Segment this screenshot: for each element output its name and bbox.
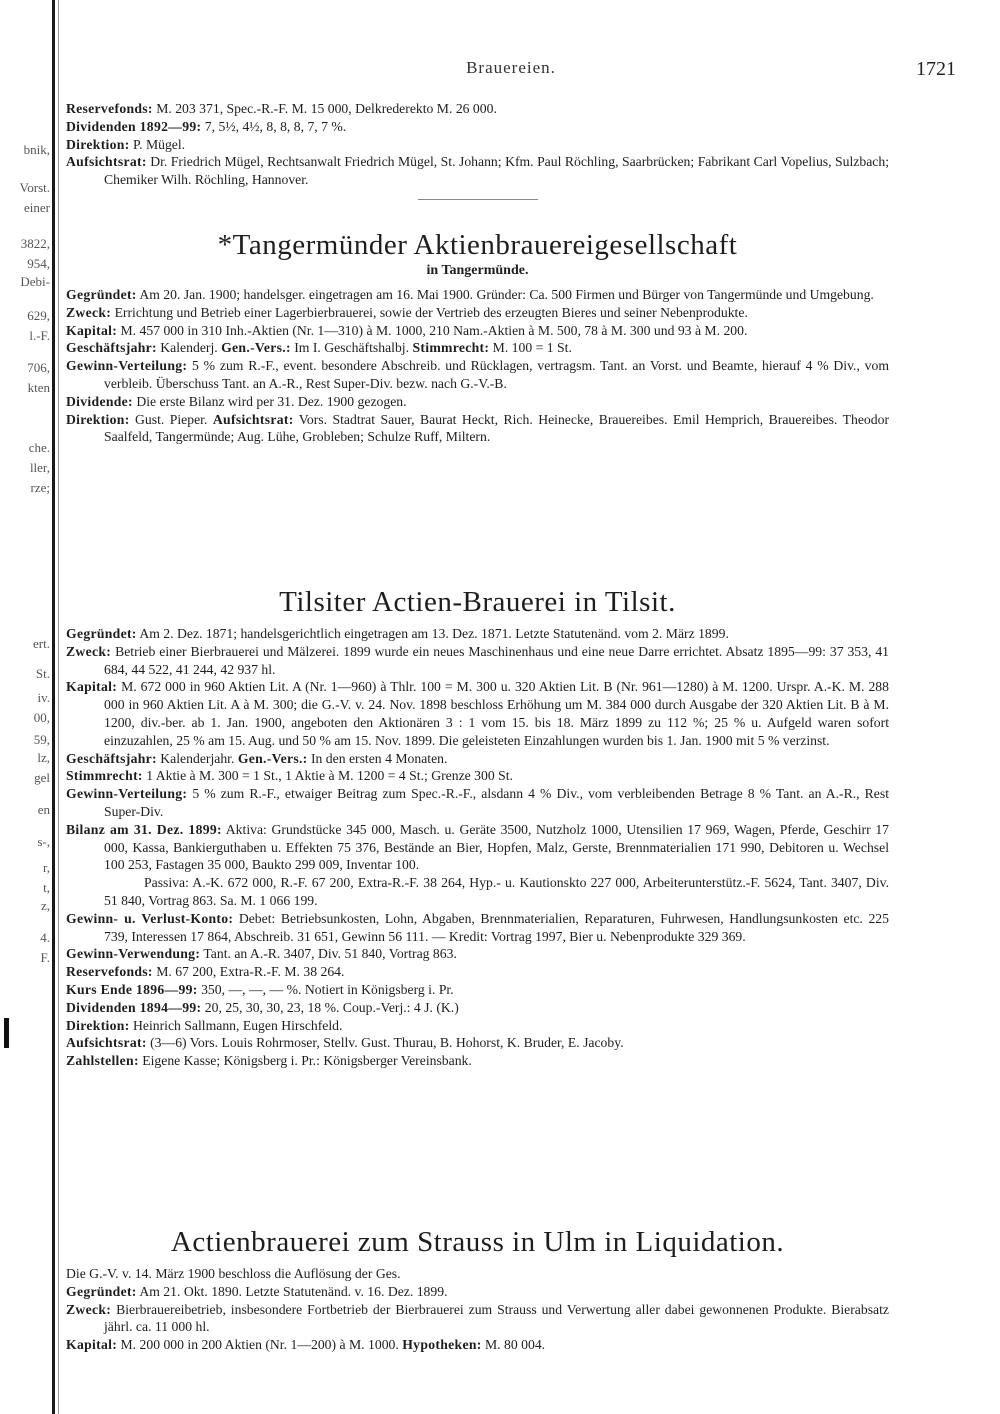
margin-fragment: lz, [37, 750, 50, 765]
entry-key: Direktion: [66, 1017, 130, 1033]
entry-text: Dr. Friedrich Mügel, Rechtsanwalt Friedrich Mügel, St. Johann; Kfm. Paul Röchling, Saarbrücken; Fabrikant Carl Vopelius, Sulzbach; Chemiker Wilh. Röchling, Hannover. [104, 154, 889, 188]
entry-text: M. 200 000 in 200 Aktien (Nr. 1—200) à M. 1000. [120, 1337, 399, 1353]
entry-text: P. Mügel. [133, 136, 186, 152]
entry-key: Kapital: [66, 322, 118, 338]
entry [66, 118, 889, 136]
section-entries [66, 1265, 889, 1354]
entry [66, 1265, 889, 1283]
margin-mark [4, 1018, 9, 1048]
entry-key: Gegründet: [66, 287, 137, 302]
entry-text: 350, —, —, — %. Notiert in Königsberg i. Pr. [201, 981, 454, 997]
entry-key: Hypotheken: [402, 1337, 482, 1353]
entry [66, 945, 889, 963]
entry-key: Zahlstellen: [66, 1053, 139, 1069]
entry-key: Reservefonds: [66, 101, 153, 116]
entry [66, 304, 889, 322]
margin-fragment: einer [24, 200, 50, 215]
entry [66, 821, 889, 874]
margin-fragment: kten [27, 380, 50, 395]
entry [66, 750, 889, 768]
entry-key: Dividende: [66, 393, 133, 409]
entry-key: Geschäftsjahr: [66, 340, 157, 356]
entry [66, 963, 889, 981]
entry [66, 1034, 889, 1052]
entry [66, 136, 889, 154]
margin-fragment: bnik, [23, 142, 50, 157]
margin-fragment: 629, [27, 308, 50, 323]
margin-fragment: iv. [37, 690, 50, 705]
entry-key: Direktion: [66, 136, 130, 152]
margin-fragment: F. [40, 950, 50, 965]
entry [66, 643, 889, 679]
margin-fragment: che. [28, 440, 50, 455]
spine-fold-line [52, 0, 55, 1414]
section-entries [66, 286, 889, 446]
entry [66, 981, 889, 999]
entry-text: Bierbrauereibetrieb, insbesondere Fortbetrieb der Bierbrauerei zum Strauss und Verwertung aller dabei gewonnenen Produkte. Bierabsatz jährl. ca. 11 000 hl. [104, 1301, 889, 1335]
margin-fragment: l.-F. [29, 328, 50, 343]
entry-text: 20, 25, 30, 30, 23, 18 %. Coup.-Verj.: 4 J. (K.) [204, 999, 459, 1015]
margin-fragment: ller, [29, 460, 50, 475]
entry-key: Zweck: [66, 304, 112, 320]
margin-fragment: t, [43, 880, 50, 895]
margin-fragment: St. [35, 666, 50, 681]
entry [66, 1017, 889, 1035]
entry [66, 874, 889, 910]
entry-text: Am 20. Jan. 1900; handelsger. eingetragen am 16. Mai 1900. Gründer: Ca. 500 Firmen und Bürger von Tangermünde und Umgebung. [139, 287, 874, 302]
entry [66, 625, 889, 643]
entry-text: 7, 5½, 4½, 8, 8, 8, 7, 7 %. [204, 118, 347, 134]
entry [66, 100, 889, 118]
entry [66, 1052, 889, 1070]
margin-fragment: 706, [27, 360, 50, 375]
margin-fragment: 4. [40, 930, 50, 945]
entry [66, 678, 889, 749]
margin-fragment: Vorst. [19, 180, 50, 195]
entry-key: Direktion: [66, 411, 130, 427]
entry-key: Gen.-Vers.: [237, 750, 308, 766]
running-title: Brauereien. [466, 58, 556, 77]
entry [66, 767, 889, 785]
entry-key: Gewinn-Verwendung: [66, 946, 201, 962]
entry [66, 339, 889, 357]
entry-key: Dividenden 1894—99: [66, 999, 202, 1015]
entry-key: Aufsichtsrat: [66, 1035, 147, 1051]
section-ulm [66, 1225, 889, 1354]
margin-fragment: 3822, [20, 236, 50, 251]
entry [66, 322, 889, 340]
running-header [66, 58, 956, 84]
entry-text: Im I. Geschäftshalbj. [294, 340, 410, 356]
entry-key: Bilanz am 31. Dez. 1899: [66, 821, 222, 837]
section-tilsit [66, 585, 889, 1070]
entry-key: Stimmrecht: [412, 340, 490, 356]
entry [66, 286, 889, 304]
margin-fragment: 00, [33, 710, 50, 725]
entry-key: Geschäftsjahr: [66, 750, 157, 766]
entry [66, 1283, 889, 1301]
entry [66, 999, 889, 1017]
entry-text: M. 672 000 in 960 Aktien Lit. A (Nr. 1—960) à Thlr. 100 = M. 300 u. 320 Aktien Lit. B (Nr. 961—1280) à M. 1200. Urspr. A.-K. M. 288 000 in 960 Aktien Lit. A à M. 300; die G.-V. v. 24. Nov. 1898 beschloss Erhöhung um M. 384 000 durch Ausgabe der 320 Aktien Lit. B à M. 1200, div.-ber. ab 1. Jan. 1900, angeboten den Aktionären 3 : 1 vom 15. bis 18. März 1899 zu 112 %; 25 % u. Aufgeld waren sofort einzuzahlen, 25 % am 15. Aug. und 50 % am 15. Nov. 1899. Die geleisteten Einzahlungen wurden bis 1. Jan. 1900 mit 5 % verzinst. [104, 679, 889, 748]
entry-text: Aktiva: Grundstücke 345 000, Masch. u. Geräte 3500, Nutzholz 1000, Utensilien 17 969, Wagen, Pferde, Geschirr 17 000, Kassa, Bankierguthaben u. Effekten 75 376, Bestände an Bier, Hopfen, Malz, Gerste, Brennmaterialien 171 990, Debitoren u. Wechsel 100 253, Fastagen 35 000, Baukto 299 009, Inventar 100. [104, 821, 890, 873]
entry-text: Vors. Stadtrat Sauer, Baurat Heckt, Rich. Heinecke, Brauereibes. Emil Hemprich, Brauereibes. Theodor Saalfeld, Tangermünde; Aug. Lühe, Grobleben; Schulze Ruff, Miltern. [104, 411, 889, 445]
page-number: 1721 [916, 58, 956, 80]
margin-fragment: r, [42, 860, 50, 875]
entry-text: M. 100 = 1 St. [492, 340, 572, 356]
margin-fragment: rze; [30, 480, 50, 495]
entry [66, 357, 889, 393]
entry-key: Stimmrecht: [66, 768, 143, 784]
entry-key: Dividenden 1892—99: [66, 118, 202, 134]
entry-key: Kapital: [66, 1337, 118, 1353]
margin-fragment: Debi- [20, 274, 50, 289]
entry [66, 910, 889, 946]
margin-fragment: ert. [33, 636, 50, 651]
margin-fragment: en [37, 802, 50, 817]
entry-text: M. 457 000 in 310 Inh.-Aktien (Nr. 1—310) à M. 1000, 210 Nam.-Aktien à M. 500, 78 à M. 300 und 93 à M. 200. [120, 322, 748, 338]
entry-text: Die erste Bilanz wird per 31. Dez. 1900 gezogen. [136, 393, 407, 409]
entry-text: Kalenderjahr. [160, 750, 235, 766]
entry-key: Zweck: [66, 643, 112, 659]
entry-key: Aufsichtsrat: [212, 411, 294, 427]
entry-text: M. 80 004. [485, 1337, 546, 1353]
entry-key: Zweck: [66, 1301, 112, 1317]
entry-text: Tant. an A.-R. 3407, Div. 51 840, Vortrag 863. [203, 946, 457, 962]
entry-text: Eigene Kasse; Königsberg i. Pr.: Königsberger Vereinsbank. [142, 1053, 472, 1069]
section-entries [66, 625, 889, 1070]
entry [66, 411, 889, 447]
entry-key: Aufsichtsrat: [66, 154, 147, 170]
entry [66, 153, 889, 189]
entry-text: Gust. Pieper. [135, 411, 208, 427]
margin-fragment: 59, [33, 732, 50, 747]
entry-text: 5 % zum R.-F., etwaiger Beitrag zum Spec.-R.-F., alsdann 4 % Div., vom verbleibenden Betrage 8 % Tant. an A.-R., Rest Super-Div. [104, 786, 889, 819]
section-title: Actienbrauerei zum Strauss in Ulm in Liquidation. [170, 1226, 785, 1258]
entry [66, 1301, 889, 1337]
entry [66, 393, 889, 411]
section-subtitle: in Tangermünde. [426, 263, 529, 278]
margin-fragment: gel [34, 770, 50, 785]
entry-text: Am 2. Dez. 1871; handelsgerichtlich eingetragen am 13. Dez. 1871. Letzte Statutenänd. vom 2. März 1899. [139, 626, 729, 641]
section-title: *Tangermünder Aktienbrauereigesellschaft [217, 229, 738, 261]
spine-shadow-line [58, 0, 59, 1414]
entry-text: 5 % zum R.-F., event. besondere Abschreib. und Rücklagen, vertragsm. Tant. an Vorst. und Beamte, hierauf 4 % Div., vom verbleib. Überschuss Tant. an A.-R., Rest Super-Div. bezw. nach G.-V.-B. [104, 358, 890, 391]
top-entry [66, 100, 889, 200]
entry-key: Gewinn-Verteilung: [66, 786, 188, 802]
entry-text: Debet: Betriebsunkosten, Lohn, Abgaben, Brennmaterialien, Reparaturen, Fuhrwesen, Handlungsunkosten etc. 225 739, Interessen 17 864, Abschreib. 31 651, Gewinn 56 111. — Kredit: Vortrag 1997, Bier u. Nebenprodukte 329 369. [104, 910, 889, 944]
entry-text: (3—6) Vors. Louis Rohrmoser, Stellv. Gust. Thurau, B. Hohorst, K. Bruder, E. Jacoby. [150, 1035, 624, 1051]
divider [418, 199, 538, 200]
section-tangermuende [66, 228, 889, 446]
top-entry-lines [66, 100, 889, 189]
entry [66, 1336, 889, 1354]
entry-text: 1 Aktie à M. 300 = 1 St., 1 Aktie à M. 1200 = 4 St.; Grenze 300 St. [146, 768, 513, 784]
entry-key: Kapital: [66, 679, 118, 695]
entry-text: Betrieb einer Bierbrauerei und Mälzerei. 1899 wurde ein neues Maschinenhaus und eine neue Darre errichtet. Absatz 1895—99: 37 353, 41 684, 44 522, 41 244, 42 937 hl. [104, 643, 890, 677]
margin-fragment: s-, [37, 834, 50, 849]
book-spine [0, 0, 68, 1414]
entry-text: Am 21. Okt. 1890. Letzte Statutenänd. v. 16. Dez. 1899. [139, 1283, 448, 1299]
entry-key: Reservefonds: [66, 964, 153, 980]
entry-key: Gewinn- u. Verlust-Konto: [66, 910, 234, 926]
entry-key: Gegründet: [66, 1283, 137, 1299]
entry-key: Gewinn-Verteilung: [66, 358, 188, 374]
entry-text: Die G.-V. v. 14. März 1900 beschloss die Auflösung der Ges. [66, 1266, 401, 1281]
entry-key: Kurs Ende 1896—99: [66, 981, 198, 997]
entry-text: Errichtung und Betrieb einer Lagerbierbrauerei, sowie der Vertrieb des erzeugten Bieres und seiner Nebenprodukte. [114, 304, 748, 320]
entry [66, 785, 889, 821]
entry-key: Gen.-Vers.: [221, 340, 291, 356]
section-title: Tilsiter Actien-Brauerei in Tilsit. [279, 586, 676, 618]
entry-text: M. 203 371, Spec.-R.-F. M. 15 000, Delkrederekto M. 26 000. [156, 101, 497, 116]
entry-text: Passiva: A.-K. 672 000, R.-F. 67 200, Extra-R.-F. 38 264, Hyp.- u. Kautionskto 227 000, Arbeiterunterstütz.-F. 5624, Tant. 3407, Div. 51 840, Vortrag 863. Sa. M. 1 066 199. [104, 875, 889, 908]
entry-key: Gegründet: [66, 626, 137, 641]
entry-text: Heinrich Sallmann, Eugen Hirschfeld. [133, 1017, 343, 1033]
margin-fragment: z, [40, 898, 50, 913]
margin-fragment: 954, [27, 256, 50, 271]
entry-text: M. 67 200, Extra-R.-F. M. 38 264. [156, 964, 345, 980]
entry-text: In den ersten 4 Monaten. [310, 750, 448, 766]
entry-text: Kalenderj. [160, 340, 218, 356]
